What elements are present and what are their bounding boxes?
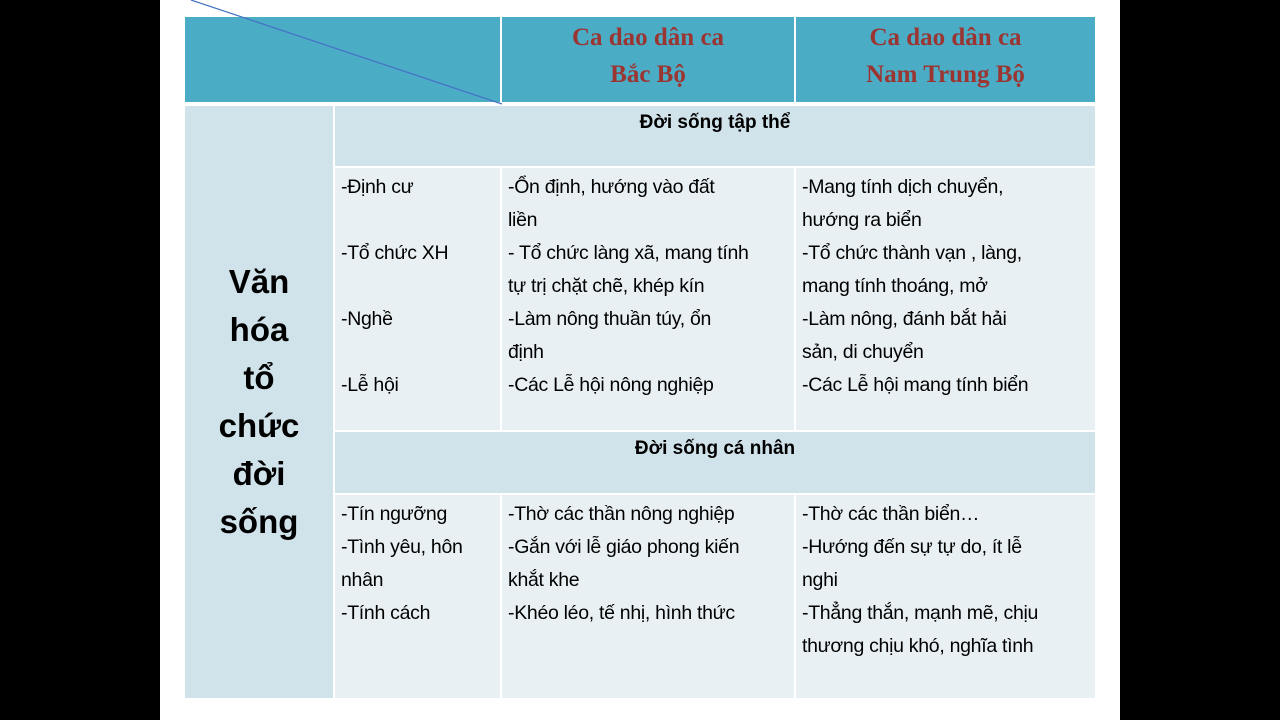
cell-line: -Làm nông, đánh bắt hải (802, 308, 1007, 330)
cell-line: tự trị chặt chẽ, khép kín (508, 275, 705, 297)
section1-bac-bo (502, 168, 794, 430)
side-label-line: tổ (243, 359, 275, 396)
criteria-line: -Lễ hội (341, 374, 399, 396)
criteria-line: -Tính cách (341, 602, 431, 624)
criteria-line: -Định cư (341, 176, 414, 198)
section2-criteria (335, 495, 500, 698)
cell-line: liền (508, 209, 538, 231)
side-label-cell (185, 106, 333, 698)
cell-line: -Hướng đến sự tự do, ít lễ (802, 536, 1022, 558)
header-bac-bo-line: Ca dao dân ca (571, 24, 725, 51)
criteria-line (341, 204, 500, 237)
criteria-line: nhân (341, 569, 384, 591)
section1-nam-trung-bo (796, 168, 1095, 430)
cell-line: -Làm nông thuần túy, ổn (508, 308, 712, 330)
cell-line: thương chịu khó, nghĩa tình (802, 635, 1034, 657)
section-title-ca-nhan: Đời sống cá nhân (335, 432, 1095, 493)
header-nam-trung-bo-line: Ca dao dân ca (869, 24, 1022, 51)
header-corner-cell (185, 17, 500, 102)
cell-line: -Mang tính dịch chuyển, (802, 176, 1004, 198)
cell-line: -Thờ các thần nông nghiệp (508, 503, 735, 525)
cell-line: -Các Lễ hội mang tính biển (802, 374, 1029, 396)
side-label (219, 258, 300, 546)
cell-line: - Tổ chức làng xã, mang tính (508, 242, 749, 264)
cell-line: -Các Lễ hội nông nghiệp (508, 374, 714, 396)
criteria-line (341, 270, 500, 303)
cell-line: định (508, 341, 544, 363)
cell-line: khắt khe (508, 569, 580, 591)
cell-line: -Khéo léo, tế nhị, hình thức (508, 602, 735, 624)
cell-line: sản, di chuyển (802, 341, 924, 363)
cell-line: -Thờ các thần biển… (802, 503, 980, 525)
side-label-line: hóa (229, 311, 289, 348)
section2-bac-bo (502, 495, 794, 698)
cell-line: mang tính thoáng, mở (802, 275, 988, 297)
header-nam-trung-bo-line: Nam Trung Bộ (866, 61, 1025, 88)
side-label-line: sống (219, 503, 299, 540)
side-label-line: chức (218, 407, 300, 444)
section2-nam-trung-bo (796, 495, 1095, 698)
section1-criteria (335, 168, 500, 430)
cell-line: -Tổ chức thành vạn , làng, (802, 242, 1022, 264)
header-bac-bo (502, 17, 794, 102)
slide (160, 0, 1120, 720)
criteria-line: -Tổ chức XH (341, 242, 449, 264)
cell-line: -Ổn định, hướng vào đất (508, 176, 715, 198)
section-title-tap-the: Đời sống tập thể (335, 106, 1095, 166)
header-nam-trung-bo (796, 17, 1095, 102)
side-label-line: Văn (228, 263, 290, 300)
cell-line: hướng ra biển (802, 209, 922, 231)
cell-line: -Gắn với lễ giáo phong kiến (508, 536, 740, 558)
criteria-line (341, 336, 500, 369)
criteria-line: -Tình yêu, hôn (341, 536, 463, 558)
cell-line: nghi (802, 569, 838, 591)
criteria-line: -Tín ngưỡng (341, 503, 448, 525)
cell-line: -Thẳng thắn, mạnh mẽ, chịu (802, 602, 1039, 624)
criteria-line: -Nghề (341, 308, 393, 330)
side-label-line: đời (232, 455, 286, 492)
header-bac-bo-line: Bắc Bộ (610, 61, 686, 88)
